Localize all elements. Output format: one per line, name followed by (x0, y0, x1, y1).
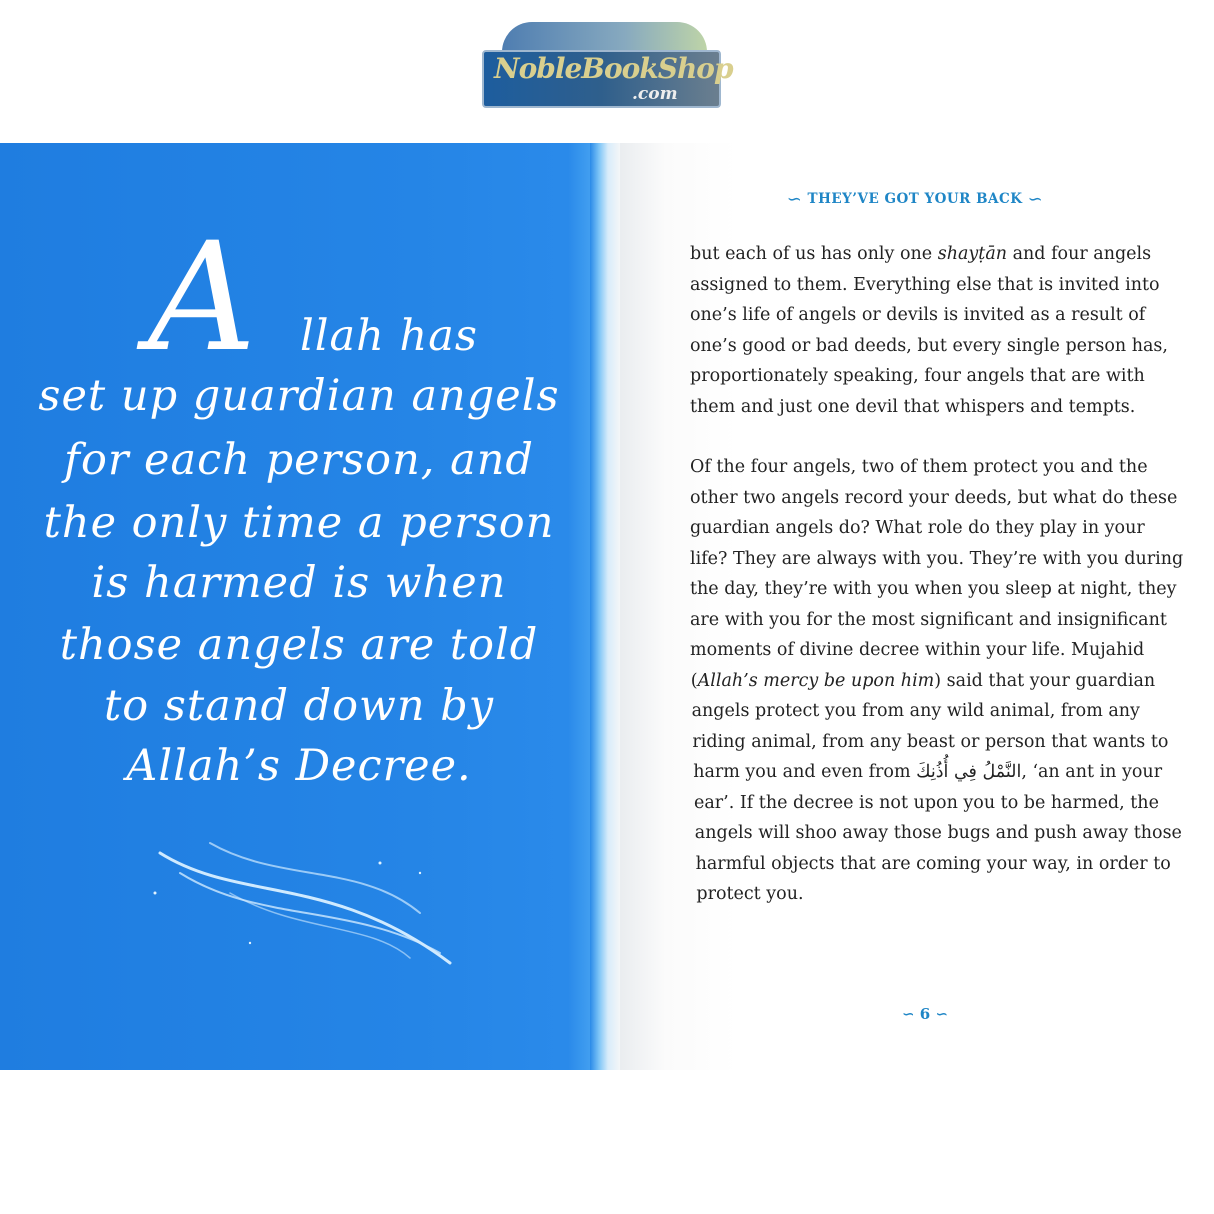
text-segment: and four angels (1007, 244, 1152, 264)
text-line (691, 671, 1155, 691)
quote-line: llah has (300, 311, 478, 361)
text-line (690, 518, 1145, 538)
book-spine (590, 143, 620, 1070)
text-segment: ear’. If the decree is not upon you to be harmed, the (694, 792, 1159, 813)
text-segment: proportionately speaking, four angels that are with (690, 366, 1145, 386)
text-line (693, 762, 1162, 782)
quote-line: the only time a person (43, 498, 555, 548)
text-segment: angels will shoo away those bugs and push away those (694, 823, 1182, 843)
quote-line: Allah’s Decree. (126, 741, 472, 791)
text-segment: other two angels record your deeds, but what do these (690, 487, 1178, 508)
drop-cap: A (148, 211, 257, 385)
text-segment: the day, they’re with you when you sleep at night, they (690, 579, 1177, 599)
quote-line: is harmed is when (91, 558, 507, 608)
text-line (696, 854, 1171, 874)
text-segment: guardian angels do? What role do they play in your (690, 518, 1145, 538)
italic-text: shayṭān (937, 244, 1008, 264)
italic-text: Allah’s mercy be upon him (697, 670, 935, 691)
text-segment: harm you and even from النَّمْلُ فِي أُذُنِكَ, ‘an ant in your (693, 762, 1163, 782)
text-line (690, 549, 1183, 569)
page-number (870, 1005, 980, 1023)
text-segment: them and just one devil that whispers and tempts. (690, 396, 1136, 417)
text-segment: are with you for the most significant and insignificant (690, 609, 1167, 630)
text-segment: Of the four angels, two of them protect you and the (690, 457, 1148, 477)
ornament-icon: ∽ (786, 189, 803, 210)
quote-line: set up guardian angels (38, 371, 560, 421)
text-segment: protect you. (696, 884, 804, 904)
left-page (0, 143, 598, 1070)
text-line (690, 275, 1160, 295)
text-line (694, 793, 1159, 813)
text-line (695, 823, 1182, 843)
text-segment: harmful objects that are coming your way, in order to (695, 853, 1171, 874)
watermark-logo (482, 22, 733, 128)
text-segment: ( (690, 670, 698, 691)
text-segment: ) said that your guardian (934, 670, 1156, 691)
ornament-icon: ∽ (935, 1005, 949, 1023)
text-line (690, 610, 1167, 630)
text-segment: life? They are always with you. They’re with you during (690, 548, 1184, 569)
text-line (690, 366, 1145, 386)
text-segment: angels protect you from any wild animal, from any (691, 701, 1140, 721)
page-number-value: 6 (919, 1005, 931, 1023)
text-line (690, 457, 1148, 477)
logo-name: NobleBookShop (494, 52, 733, 85)
quote-line: for each person, and (64, 435, 534, 485)
header-title: THEY’VE GOT YOUR BACK (807, 191, 1023, 207)
quote-line: to stand down by (103, 681, 495, 731)
text-line (690, 397, 1135, 417)
ornament-icon: ∽ (1027, 189, 1044, 210)
text-segment: but each of us has only one (690, 244, 938, 264)
text-line (696, 884, 803, 904)
text-line (690, 244, 1151, 264)
ornament-icon: ∽ (901, 1005, 915, 1023)
text-line (690, 305, 1145, 325)
text-line (692, 732, 1168, 752)
logo-suffix: .com (632, 84, 678, 104)
text-line (690, 640, 1144, 660)
text-line (690, 336, 1168, 356)
text-segment: assigned to them. Everything else that is invited into (690, 274, 1160, 295)
text-line (690, 488, 1177, 508)
text-segment: one’s good or bad deeds, but every single person has, (690, 335, 1168, 356)
text-segment: moments of divine decree within your life. Mujahid (690, 640, 1145, 660)
text-segment: riding animal, from any beast or person that wants to (692, 731, 1169, 752)
running-header (770, 189, 1060, 210)
text-line (690, 579, 1176, 599)
text-line (692, 701, 1140, 721)
feather-swoosh-icon (150, 833, 470, 973)
text-segment: one’s life of angels or devils is invited as a result of (690, 305, 1146, 325)
quote-line: those angels are told (59, 620, 539, 670)
